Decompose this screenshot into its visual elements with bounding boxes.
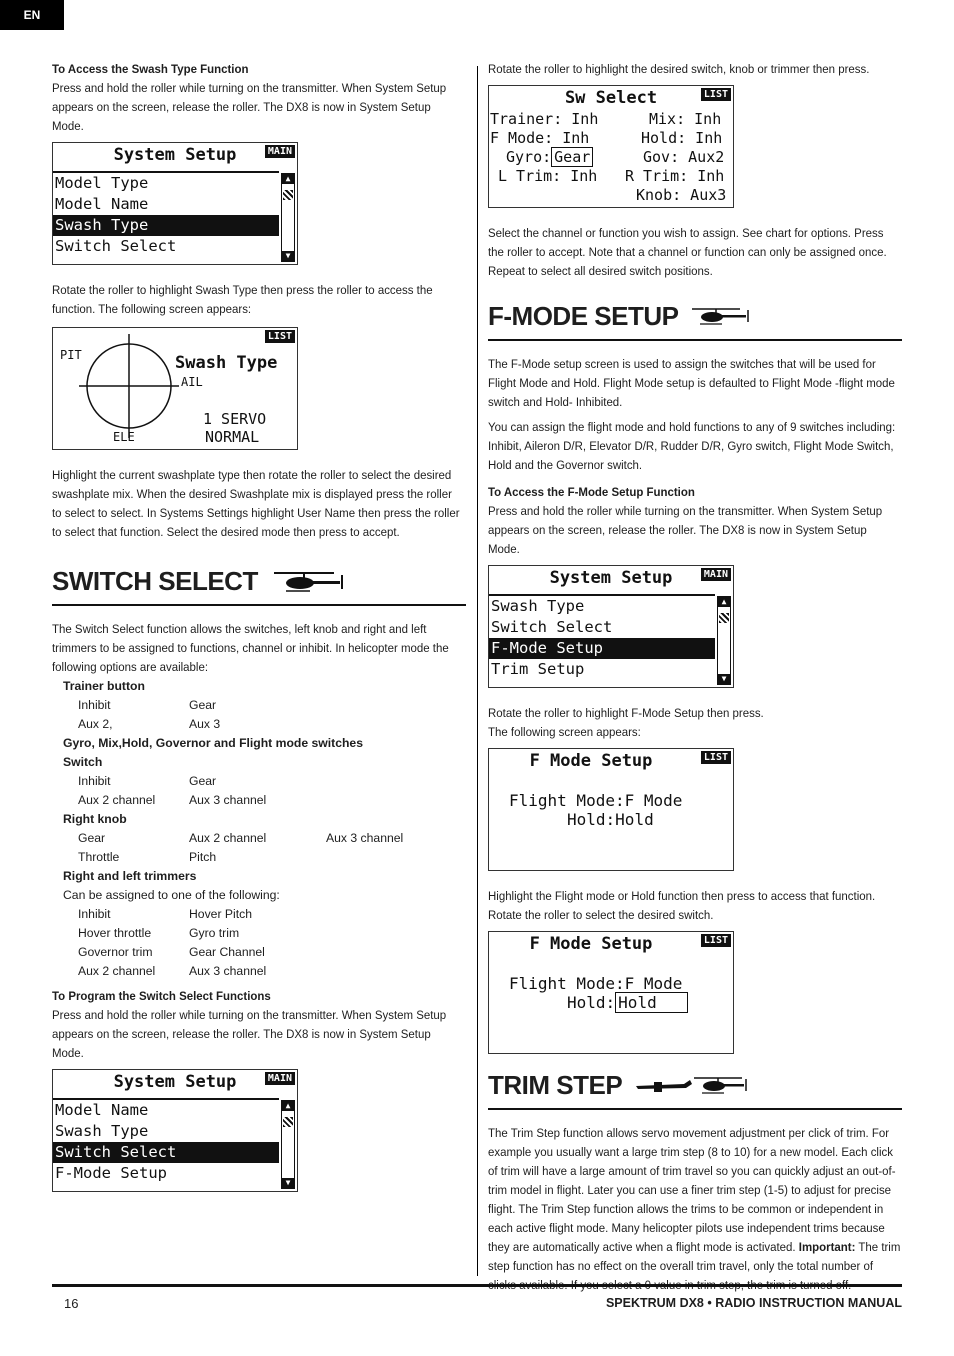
trainer-setting: Trainer: Inh <box>490 110 599 128</box>
option-row <box>52 905 466 924</box>
hold-value: Hold <box>615 810 654 829</box>
gov-setting: Gov: Aux2 <box>643 148 725 166</box>
screen-title: F Mode Setup <box>529 934 653 954</box>
fmode-access-text: Press and hold the roller while turning on the transmitter. When System Setup appears on the screen, release the roller. The DX8 is now in System Setup Mode. <box>488 504 883 556</box>
trim-text-main: The Trim Step function allows servo movement adjustment per click of trim. For example you usually want a large trim step (8 to 10) for a new model. Each click of trim will have a large amount of trim travel so you can quickly adjust an out-of-trim model in flight. Later you can use a finer trim step (1-5) to adjust for precise flight. The Trim Step function allows the trims to be common or independent in each active flight mode. Many helicopter pilots use independent trims because they are automatically active when a flight mode is activated. <box>488 1126 896 1254</box>
select-channel-text: Select the channel or function you wish to assign. See chart for options. Press the roller to accept. Note that a channel or function can only be assigned once. Repeat to select all desired switch positions. <box>488 226 887 278</box>
fmode-paragraph-1: The F-Mode setup screen is used to assign the switches that will be used for Flight Mode and Hold. Flight Mode setup is defaulted to Flight Mode -flight mode switch and Hold- Inhibited. <box>488 357 895 409</box>
hold-value-highlight: Hold <box>615 992 688 1013</box>
helicopter-icon <box>270 569 350 593</box>
swash-type-screen <box>52 327 298 450</box>
page-number: 16 <box>64 1296 79 1311</box>
flight-mode-row <box>509 974 682 993</box>
ele-label: ELE <box>113 430 135 444</box>
switch-select-title: SWITCH SELECT <box>52 565 258 596</box>
gyro-heading: Gyro, Mix,Hold, Governor and Flight mode switches <box>63 736 363 750</box>
menu-item: Swash Type <box>491 597 585 615</box>
option: Aux 3 channel <box>326 831 404 845</box>
scroll-up-icon: ▲ <box>282 174 294 184</box>
swash-access-text: Press and hold the roller while turning on the transmitter. When System Setup appears on the screen, release the roller. The DX8 is now in System Setup Mode. <box>52 81 447 133</box>
option-row <box>52 715 466 734</box>
option: Governor trim <box>78 945 153 959</box>
option: Pitch <box>189 850 217 864</box>
option-row <box>52 791 466 810</box>
highlight-fm-text: Highlight the Flight mode or Hold function then press to access that function. Rotate the roller to select the desired switch. <box>488 889 876 922</box>
option: Gear <box>189 774 217 788</box>
option: Inhibit <box>78 907 111 921</box>
menu-item: Swash Type <box>55 1122 149 1140</box>
menu-item: Trim Setup <box>491 660 585 678</box>
hold-row <box>567 993 688 1012</box>
trim-step-text <box>488 1124 900 1295</box>
scroll-thumb <box>719 613 729 623</box>
trim-step-heading <box>488 1068 902 1110</box>
fmode-paragraph-2: You can assign the flight mode and hold functions to any of 9 switches including: Inhibit, Aileron D/R, Elevator D/R, Rudder D/R, Gyro switch, Flight Mode Switch, Hold and the Governor switch. <box>488 420 896 472</box>
system-setup-screen-2 <box>52 1069 298 1192</box>
menu-list <box>53 1098 279 1184</box>
screen-title: System Setup <box>113 1072 237 1092</box>
flight-mode-row <box>509 791 682 810</box>
system-setup-screen-3 <box>488 565 734 688</box>
scroll-up-icon: ▲ <box>718 597 730 607</box>
program-text: Press and hold the roller while turning on the transmitter. When System Setup appears on the screen, release the roller. The DX8 is now in System Setup Mode. <box>52 1008 447 1060</box>
hold-setting: Hold: Inh <box>641 129 723 147</box>
option: Aux 2 channel <box>78 793 156 807</box>
flight-mode-value: F Mode <box>624 791 683 810</box>
option: Gear <box>78 831 106 845</box>
screen-title: F Mode Setup <box>529 751 653 771</box>
airplane-helicopter-icon <box>634 1074 750 1096</box>
mix-setting: Mix: Inh <box>649 110 722 128</box>
screen-title: Sw Select <box>564 88 658 108</box>
highlight-swash-text: Highlight the current swashplate type then rotate the roller to select the desired swashplate mix. When the desired Swashplate mix is displayed press the roller to select to select. In Systems Settings highlight User Name then press the roller to select that function. Select the desired mode then press to accept. <box>52 468 460 539</box>
scroll-down-icon: ▼ <box>282 1178 294 1188</box>
option: Inhibit <box>78 698 111 712</box>
main-tag: MAIN <box>265 145 295 158</box>
trainer-heading: Trainer button <box>63 679 145 693</box>
scroll-thumb <box>283 190 293 200</box>
option: Hover Pitch <box>189 907 252 921</box>
fmode-heading <box>488 299 902 341</box>
knob-setting: Knob: Aux3 <box>636 186 727 204</box>
option-row <box>52 924 466 943</box>
footer-rule <box>52 1284 902 1287</box>
list-tag: LIST <box>265 330 295 343</box>
flight-mode-value: F Mode <box>624 974 683 993</box>
screen-title: System Setup <box>113 145 237 165</box>
switch-select-intro: The Switch Select function allows the switches, left knob and right and left trimmers to be assigned to functions, channel or inhibit. In helicopter mode the following options are available: <box>52 622 449 674</box>
sw-select-screen <box>488 85 734 208</box>
gyro-value-highlight: Gear <box>551 147 593 167</box>
switch-select-heading <box>52 564 466 606</box>
list-tag: LIST <box>701 751 731 764</box>
option-row <box>52 962 466 981</box>
option-row <box>52 848 466 867</box>
flight-mode-label: Flight Mode: <box>509 791 625 810</box>
menu-list <box>489 594 715 680</box>
swash-normal-value: NORMAL <box>205 428 260 446</box>
option: Aux 3 channel <box>189 793 267 807</box>
fmode-setting: F Mode: Inh <box>490 129 590 147</box>
trim-step-title: TRIM STEP <box>488 1069 623 1100</box>
option: Aux 2 channel <box>78 964 156 978</box>
option: Gear <box>189 698 217 712</box>
ltrim-setting: L Trim: Inh <box>498 167 598 185</box>
option: Hover throttle <box>78 926 152 940</box>
rotate-fmode-text-2: The following screen appears: <box>488 725 641 739</box>
menu-item: Model Name <box>55 195 149 213</box>
menu-item-selected: F-Mode Setup <box>489 638 715 659</box>
ail-label: AIL <box>181 375 203 389</box>
list-tag: LIST <box>701 88 731 101</box>
fmode-title: F-MODE SETUP <box>488 300 679 331</box>
scrollbar <box>281 173 295 262</box>
trim-text-note: The trim step function has no effect on the overall trim travel, only the total number of <box>488 1240 901 1273</box>
pit-label: PIT <box>60 348 82 362</box>
helicopter-icon <box>690 306 754 326</box>
manual-title: SPEKTRUM DX8 • RADIO INSTRUCTION MANUAL <box>605 1296 902 1310</box>
menu-item: Switch Select <box>491 618 613 636</box>
menu-list <box>53 171 279 257</box>
menu-item-selected: Switch Select <box>53 1142 279 1163</box>
main-tag: MAIN <box>701 568 731 581</box>
left-column <box>52 60 466 1192</box>
trimmers-heading: Right and left trimmers <box>63 869 197 883</box>
system-setup-screen-1 <box>52 142 298 265</box>
main-tag: MAIN <box>265 1072 295 1085</box>
rotate-fmode-text-1: Rotate the roller to highlight F-Mode Setup then press. <box>488 706 764 720</box>
fmode-setup-screen-1 <box>488 748 734 871</box>
hold-row <box>567 810 654 829</box>
program-title: To Program the Switch Select Functions <box>52 989 271 1003</box>
switch-heading: Switch <box>63 755 103 769</box>
scroll-down-icon: ▼ <box>718 674 730 684</box>
swash-access-title: To Access the Swash Type Function <box>52 62 249 76</box>
rotate-swash-text: Rotate the roller to highlight Swash Type then press the roller to access the function. The following screen appears: <box>52 283 433 316</box>
option: Aux 2 channel <box>189 831 267 845</box>
option-row <box>52 696 466 715</box>
column-divider <box>477 66 478 1276</box>
option: Gear Channel <box>189 945 265 959</box>
hold-label: Hold: <box>567 810 616 829</box>
screen-title: System Setup <box>549 568 673 588</box>
scrollbar <box>717 596 731 685</box>
fmode-access-title: To Access the F-Mode Setup Function <box>488 485 695 499</box>
menu-item-selected: Swash Type <box>53 215 279 236</box>
important-label: Important: <box>798 1240 856 1254</box>
menu-item: Switch Select <box>55 237 177 255</box>
option-row <box>52 943 466 962</box>
trimmers-note: Can be assigned to one of the following: <box>63 888 280 902</box>
option: Inhibit <box>78 774 111 788</box>
knob-heading: Right knob <box>63 812 127 826</box>
gyro-setting <box>506 148 593 167</box>
option: Throttle <box>78 850 120 864</box>
menu-item: Model Name <box>55 1101 149 1119</box>
option: Aux 3 <box>189 717 221 731</box>
right-column <box>488 60 902 1295</box>
scroll-down-icon: ▼ <box>282 251 294 261</box>
option: Gyro trim <box>189 926 240 940</box>
swash-type-title: Swash Type <box>175 353 278 373</box>
option-row <box>52 772 466 791</box>
option: Aux 2, <box>78 717 113 731</box>
swash-servo-value: 1 SERVO <box>203 410 267 428</box>
rotate-switch-text: Rotate the roller to highlight the desired switch, knob or trimmer then press. <box>488 62 870 76</box>
rtrim-setting: R Trim: Inh <box>625 167 725 185</box>
scroll-up-icon: ▲ <box>282 1101 294 1111</box>
menu-item: F-Mode Setup <box>55 1164 167 1182</box>
scrollbar <box>281 1100 295 1189</box>
option-row <box>52 829 466 848</box>
option: Aux 3 channel <box>189 964 267 978</box>
list-tag: LIST <box>701 934 731 947</box>
language-tab: EN <box>0 0 64 30</box>
menu-item: Model Type <box>55 174 149 192</box>
flight-mode-label: Flight Mode: <box>509 974 625 993</box>
gyro-label: Gyro: <box>506 148 552 166</box>
switch-options <box>52 677 466 981</box>
scroll-thumb <box>283 1117 293 1127</box>
fmode-setup-screen-2 <box>488 931 734 1054</box>
hold-label: Hold: <box>567 993 616 1012</box>
